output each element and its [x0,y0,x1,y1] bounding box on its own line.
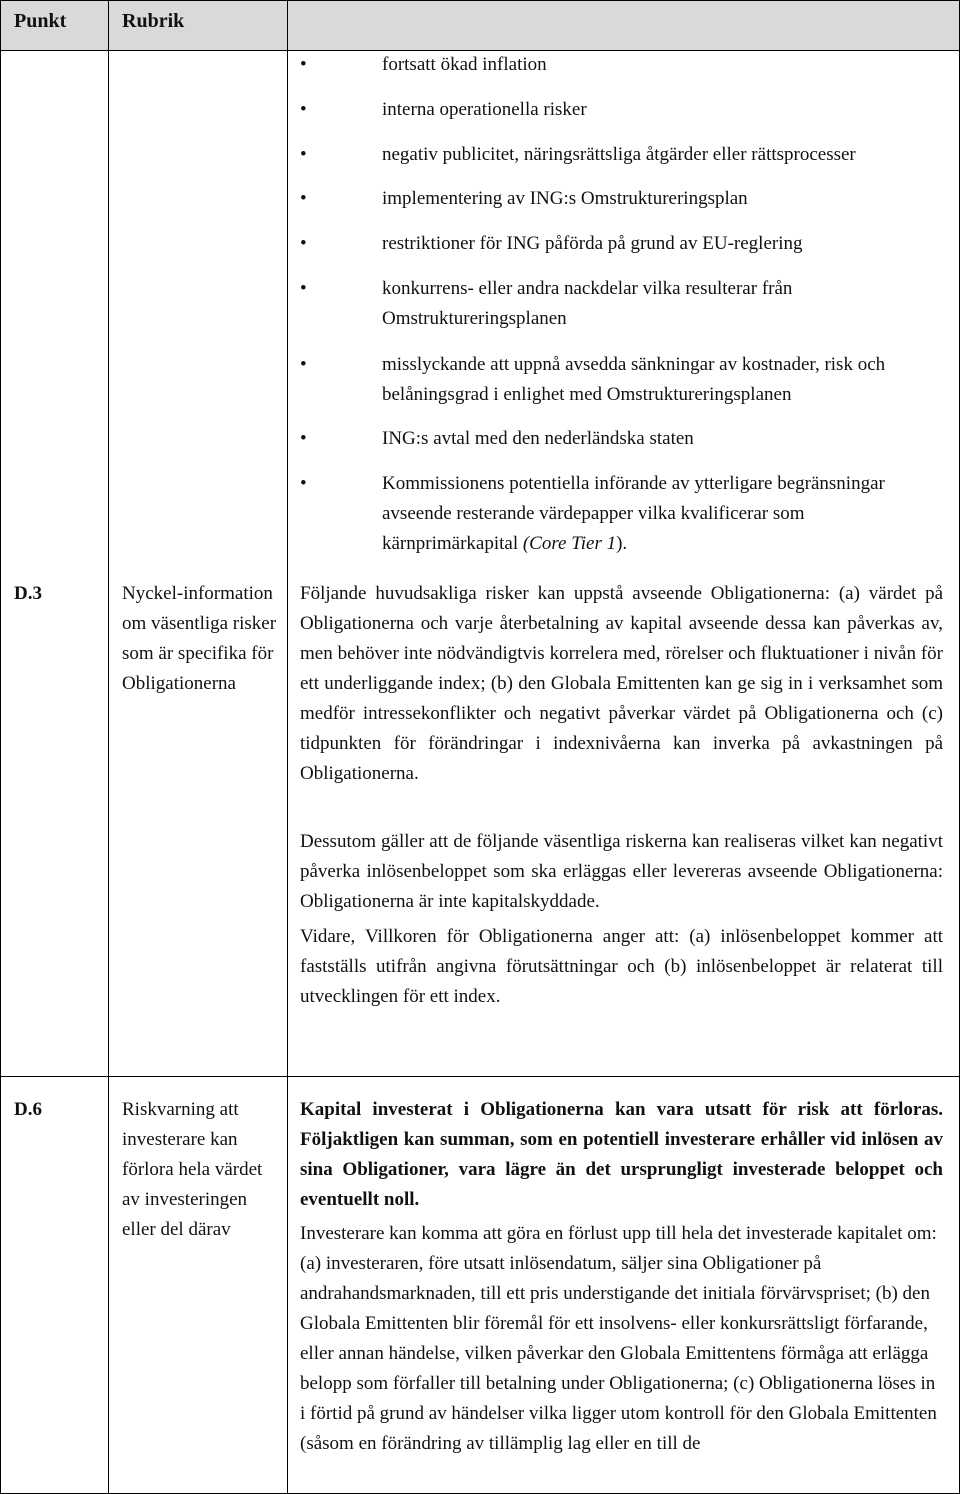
list-item-text: konkurrens- eller andra nackdelar vilka resulterar från Omstruktureringsplanen [382,278,793,329]
row-code-d3: D.3 [14,583,42,604]
list-item-text-end: ). [616,533,628,554]
bullet-icon: • [300,99,307,120]
list-item-text: restriktioner för ING påförda på grund av EU-reglering [382,233,803,254]
d6-paragraph-2: Investerare kan komma att göra en förlust upp till hela det investerade kapitalet om: (a) investeraren, före utsatt inlösendatum, säljer sina Obligationer på andrahandsmarknaden, till ett pris understigande det initiala förvärvspriset; (b) den Globala Emittenten blir föremål för ett insolvens- eller konkursrättsligt förfarande, eller annan händelse, vilken påverkar den Globala Emittentens förmåga att erlägga belopp som förfaller till betalning under Obligationerna; (c) Obligationerna löses in i förtid på grund av händelser vilka ligger utom kontroll för den Globala Emittenten (såsom en förändring av tillämplig lag eller en till de [300,1223,937,1454]
bullet-icon: • [300,354,307,375]
row-code-d6: D.6 [14,1099,42,1120]
row-divider [0,1076,960,1077]
header-rubrik: Rubrik [122,10,185,32]
bullet-icon: • [300,428,307,449]
row-rubrik-d6: Riskvarning att investerare kan förlora hela värdet av investeringen eller del därav [122,1099,263,1240]
bullet-icon: • [300,54,307,75]
list-item-text [382,469,942,559]
bullet-icon: • [300,233,307,254]
d3-paragraph-3: Vidare, Villkoren för Obligationerna anger att: (a) inlösenbeloppet kommer att fastställs utifrån angivna förutsättningar och (b) inlösenbeloppet är relaterat till utvecklingen för ett index. [300,926,943,1007]
d6-warning-paragraph: Kapital investerat i Obligationerna kan vara utsatt för risk att förloras. Följaktligen kan summan, som en potentiell investerare erhåller vid inlösen av sina Obligationer, vara lägre än det ursprungligt investerade beloppet och eventuellt noll. [300,1099,943,1210]
d3-paragraph-1: Följande huvudsakliga risker kan uppstå avseende Obligationerna: (a) värdet på Obligationerna och varje återbetalning av kapital avseende dessa kan påverkas av, men behöver inte nödvändigtvis korrelera med, rörelser och fluktuationer i nivån för ett underliggande index; (b) den Globala Emittenten kan ge sig in i verksamhet som medför intressekonflikter och negativt påverkar värdet på Obligationerna och (c) tidpunkten för förändringar i indexnivåerna kan inverka på avkastningen på Obligationerna. [300,583,943,784]
list-item-text: ING:s avtal med den nederländska staten [382,428,694,449]
table-border-top [0,0,960,1]
list-item-text: interna operationella risker [382,99,587,120]
row-rubrik-d3: Nyckel-information om väsentliga risker som är specifika för Obligationerna [122,583,277,694]
bullet-icon: • [300,144,307,165]
header-punkt: Punkt [14,10,67,32]
core-tier-note: (Core Tier 1 [522,533,617,554]
list-item-text: fortsatt ökad inflation [382,54,547,75]
table-border-left [0,0,1,1494]
list-item-text: misslyckande att uppnå avsedda sänkningar av kostnader, risk och belåningsgrad i enlighet med Omstruktureringsplanen [382,354,886,405]
column-divider-2 [287,0,288,1494]
d3-paragraph-2: Dessutom gäller att de följande väsentliga riskerna kan realiseras vilket kan negativt påverka inlösenbeloppet som ska erläggas eller levereras avseende Obligationerna: Obligationerna är inte kapitalskyddade. [300,831,943,912]
list-item-text-main: Kommissionens potentiella införande av ytterligare begränsningar avseende resterande värdepapper vilka kvalificerar som kärnprimärkapital [382,473,885,554]
bullet-icon: • [300,473,307,494]
list-item-text: implementering av ING:s Omstruktureringsplan [382,188,748,209]
list-item-text: negativ publicitet, näringsrättsliga åtgärder eller rättsprocesser [382,144,856,165]
bullet-icon: • [300,278,307,299]
column-divider-1 [108,0,109,1494]
bullet-icon: • [300,188,307,209]
